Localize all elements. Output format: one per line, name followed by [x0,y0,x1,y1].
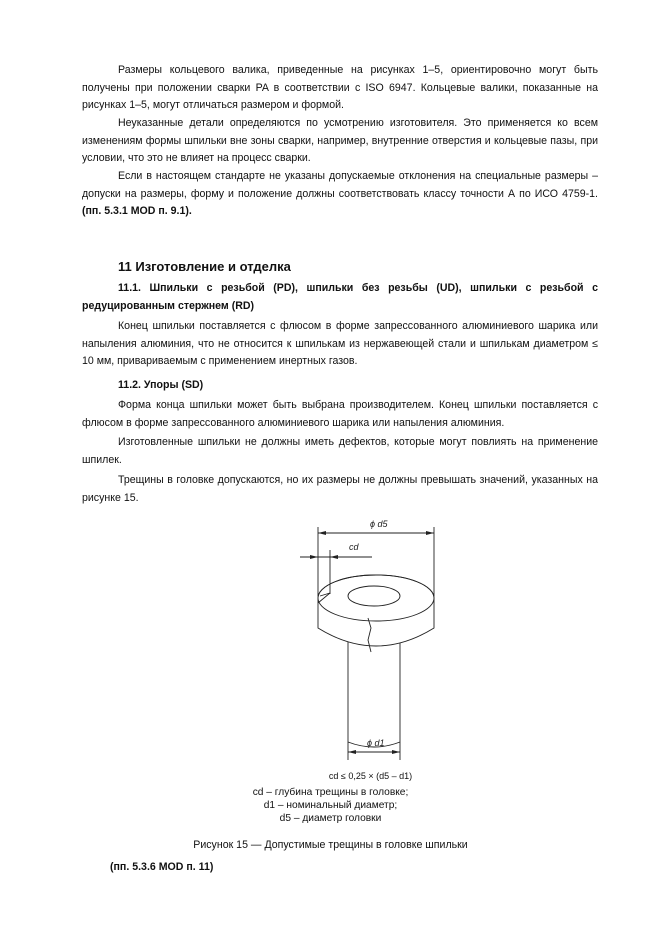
section-11-2-text-1: Форма конца шпильки может быть выбрана производителем. Конец шпильки поставляется с флюсом в форме запрессованного алюминиевого шарика или напыления алюминия. [82,399,598,429]
paragraph-bead-dimensions: Размеры кольцевого валика, приведенные на рисунках 1–5, ориентировочно могут быть получены при положении сварки PA в соответствии с ISO 6947. Кольцевые валики, показанные на рисунках 1–5, могут отличаться размером и формой. [82,64,598,112]
section-11-2-text-3: Трещины в головке допускаются, но их размеры не должны превышать значений, указанных на рисунке 15. [82,474,598,504]
section-11-heading: 11 Изготовление и отделка [118,259,291,274]
d1-arrow-right [392,750,400,754]
label-d1: ϕ d1 [367,738,385,748]
tolerances-text: Если в настоящем стандарте не указаны допускаемые отклонения на специальные размеры – допуски на размеры, форму и положение должны соответствовать классу точности А по ИСО 4759-1. [82,170,598,200]
d5-arrow-left [318,531,326,535]
legend-d5: d5 – диаметр головки [279,813,382,824]
footer-reference: (пп. 5.3.6 MOD п. 11) [110,861,214,873]
paragraph-unspecified-details: Неуказанные детали определяются по усмотрению изготовителя. Это применяется ко всем изменениям формы шпильки вне зоны сварки, например, внутренние отверстия и кольцевые пазы, при условии, что это не влияет на процесс сварки. [82,117,598,165]
crack-formula: cd ≤ 0,25 × (d5 – d1) [328,771,413,781]
label-cd: cd [349,542,359,552]
legend-d1: d1 – номинальный диаметр; [263,800,398,811]
section-11-1-text: Конец шпильки поставляется с флюсом в форме запрессованного алюминиевого шарика или напыления алюминия, что не относится к шпилькам из нержавеющей стали и шпилькам диаметром ≤ 10 мм, привариваемым с применением инертных газов. [82,320,598,368]
d1-arrow-left [348,750,356,754]
legend-cd: cd – глубина трещины в головке; [252,787,409,798]
section-11-2-text-2: Изготовленные шпильки не должны иметь дефектов, которые могут повлиять на применение шпилек. [82,436,598,466]
cd-arrow-left [310,555,318,559]
section-11-1-heading: 11.1. Шпильки с резьбой (PD), шпильки без резьбы (UD), шпильки с резьбой с редуцированным стержнем (RD) [82,282,598,312]
section-11-2-heading: 11.2. Упоры (SD) [118,379,204,391]
tolerances-reference: (пп. 5.3.1 MOD п. 9.1). [82,205,192,218]
figure-caption: Рисунок 15 — Допустимые трещины в головке шпильки [193,839,468,851]
label-d5: ϕ d5 [370,519,388,529]
head-cylinder [318,598,434,646]
d5-arrow-right [426,531,434,535]
cd-arrow-right [330,555,338,559]
